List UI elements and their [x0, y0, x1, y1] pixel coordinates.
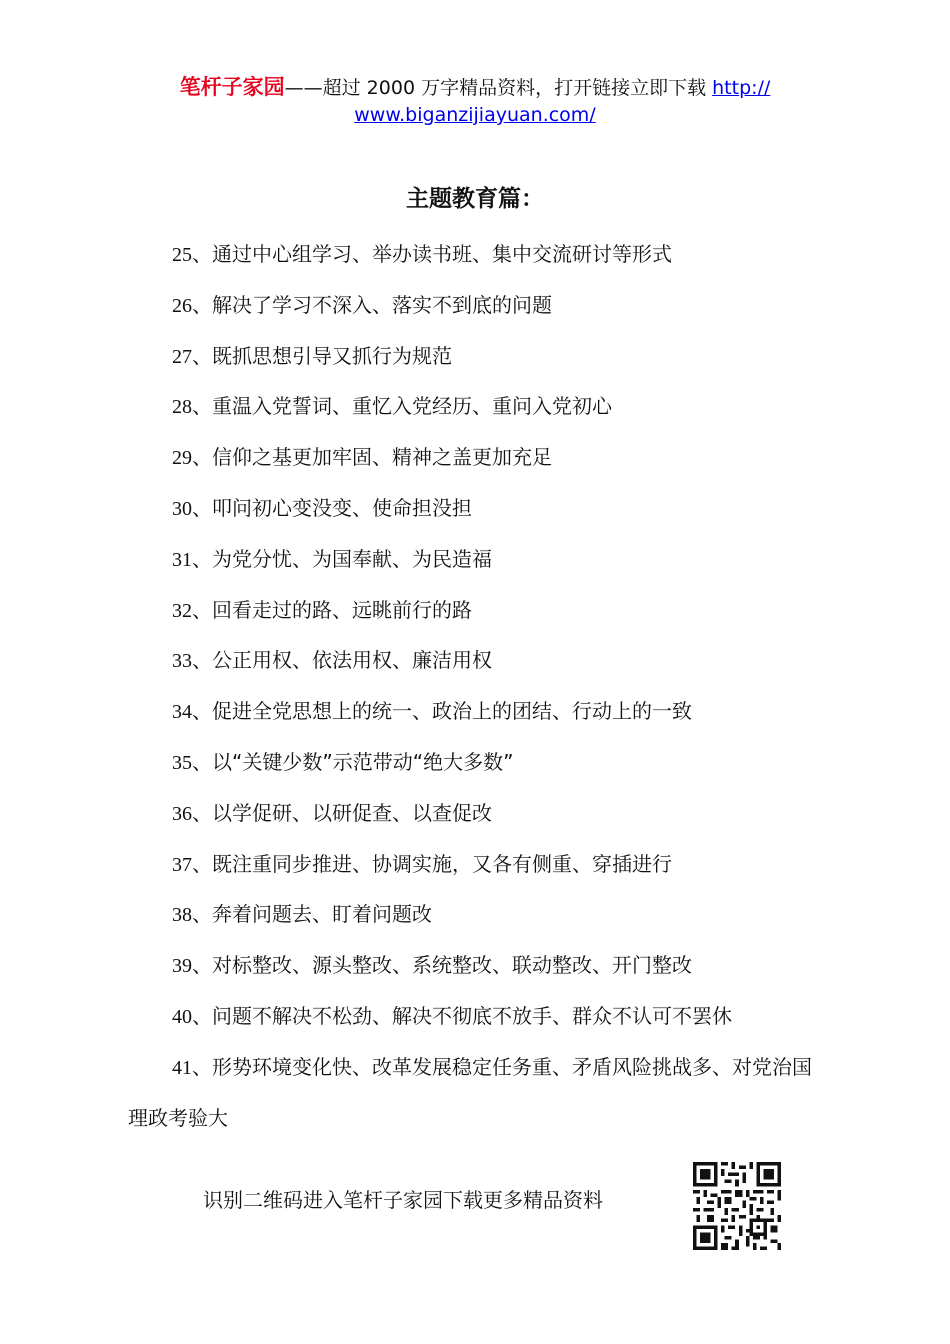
item-number: 26 — [172, 294, 192, 317]
item-text: 、问题不解决不松劲、解决不彻底不放手、群众不认可不罢休 — [192, 1003, 732, 1028]
list-item — [128, 484, 828, 535]
item-text: 、通过中心组学习、举办读书班、集中交流研讨等形式 — [192, 242, 672, 266]
item-text: 、既注重同步推进、协调实施，又各有侧重、穿插进行 — [192, 851, 672, 876]
list-item — [128, 382, 828, 433]
qr-code-icon — [693, 1162, 781, 1250]
phrase-list — [128, 230, 828, 1143]
list-item — [128, 636, 828, 687]
item-text: 、奔着问题去、盯着问题改 — [192, 902, 432, 927]
list-item — [128, 1043, 828, 1144]
header-line-2 — [0, 102, 950, 129]
footer-caption: 识别二维码进入笔杆子家园下载更多精品资料 — [203, 1188, 603, 1212]
site-link-part2[interactable]: www.biganzijiayuan.com/ — [354, 104, 596, 126]
item-text: 、解决了学习不深入、落实不到底的问题 — [192, 292, 552, 317]
item-text: 、信仰之基更加牢固、精神之盖更加充足 — [192, 445, 552, 470]
item-text: 、形势环境变化快、改革发展稳定任务重、矛盾风险挑战多、对党治国理政考验大 — [128, 1054, 812, 1130]
header-banner — [0, 74, 950, 129]
item-number: 35 — [172, 751, 192, 774]
list-item — [128, 840, 828, 891]
item-number: 25 — [172, 244, 192, 266]
item-text: 、回看走过的路、远眺前行的路 — [192, 597, 472, 622]
list-item — [128, 789, 828, 840]
item-number: 36 — [172, 802, 192, 825]
item-text: 、以“关键少数”示范带动“绝大多数” — [192, 749, 514, 774]
list-item — [128, 890, 828, 941]
list-item — [128, 332, 828, 383]
item-number: 37 — [172, 853, 192, 876]
item-text: 、重温入党誓词、重忆入党经历、重问入党初心 — [192, 394, 612, 419]
list-item — [128, 941, 828, 992]
list-item — [128, 738, 828, 789]
item-text: 、以学促研、以研促查、以查促改 — [192, 800, 492, 825]
header-tagline: ——超过 2000 万字精品资料，打开链接立即下载 — [284, 77, 707, 99]
item-text: 、对标整改、源头整改、系统整改、联动整改、开门整改 — [192, 953, 692, 978]
site-link-part1[interactable]: http:// — [712, 77, 771, 99]
item-text: 、促进全党思想上的统一、政治上的团结、行动上的一致 — [192, 699, 692, 724]
item-number: 40 — [172, 1005, 192, 1028]
list-item — [128, 992, 828, 1043]
list-item — [128, 586, 828, 637]
item-text: 、叩问初心变没变、使命担没担 — [192, 495, 472, 520]
item-text: 、公正用权、依法用权、廉洁用权 — [192, 648, 492, 673]
item-number: 33 — [172, 650, 192, 673]
item-number: 41 — [172, 1056, 192, 1079]
list-item — [128, 230, 828, 281]
item-text: 、既抓思想引导又抓行为规范 — [192, 343, 452, 368]
item-number: 28 — [172, 396, 192, 419]
list-item — [128, 687, 828, 738]
page-title: 主题教育篇： — [406, 185, 544, 212]
item-number: 38 — [172, 904, 192, 927]
item-number: 34 — [172, 701, 192, 724]
header-line-1 — [0, 74, 950, 102]
item-text: 、为党分忧、为国奉献、为民造福 — [192, 546, 492, 571]
item-number: 39 — [172, 955, 192, 978]
list-item — [128, 433, 828, 484]
brand-name: 笔杆子家园 — [179, 75, 285, 99]
item-number: 27 — [172, 345, 192, 368]
item-number: 29 — [172, 447, 192, 470]
item-number: 31 — [172, 548, 192, 571]
list-item — [128, 281, 828, 332]
item-number: 32 — [172, 599, 192, 622]
list-item — [128, 535, 828, 586]
item-number: 30 — [172, 497, 192, 520]
